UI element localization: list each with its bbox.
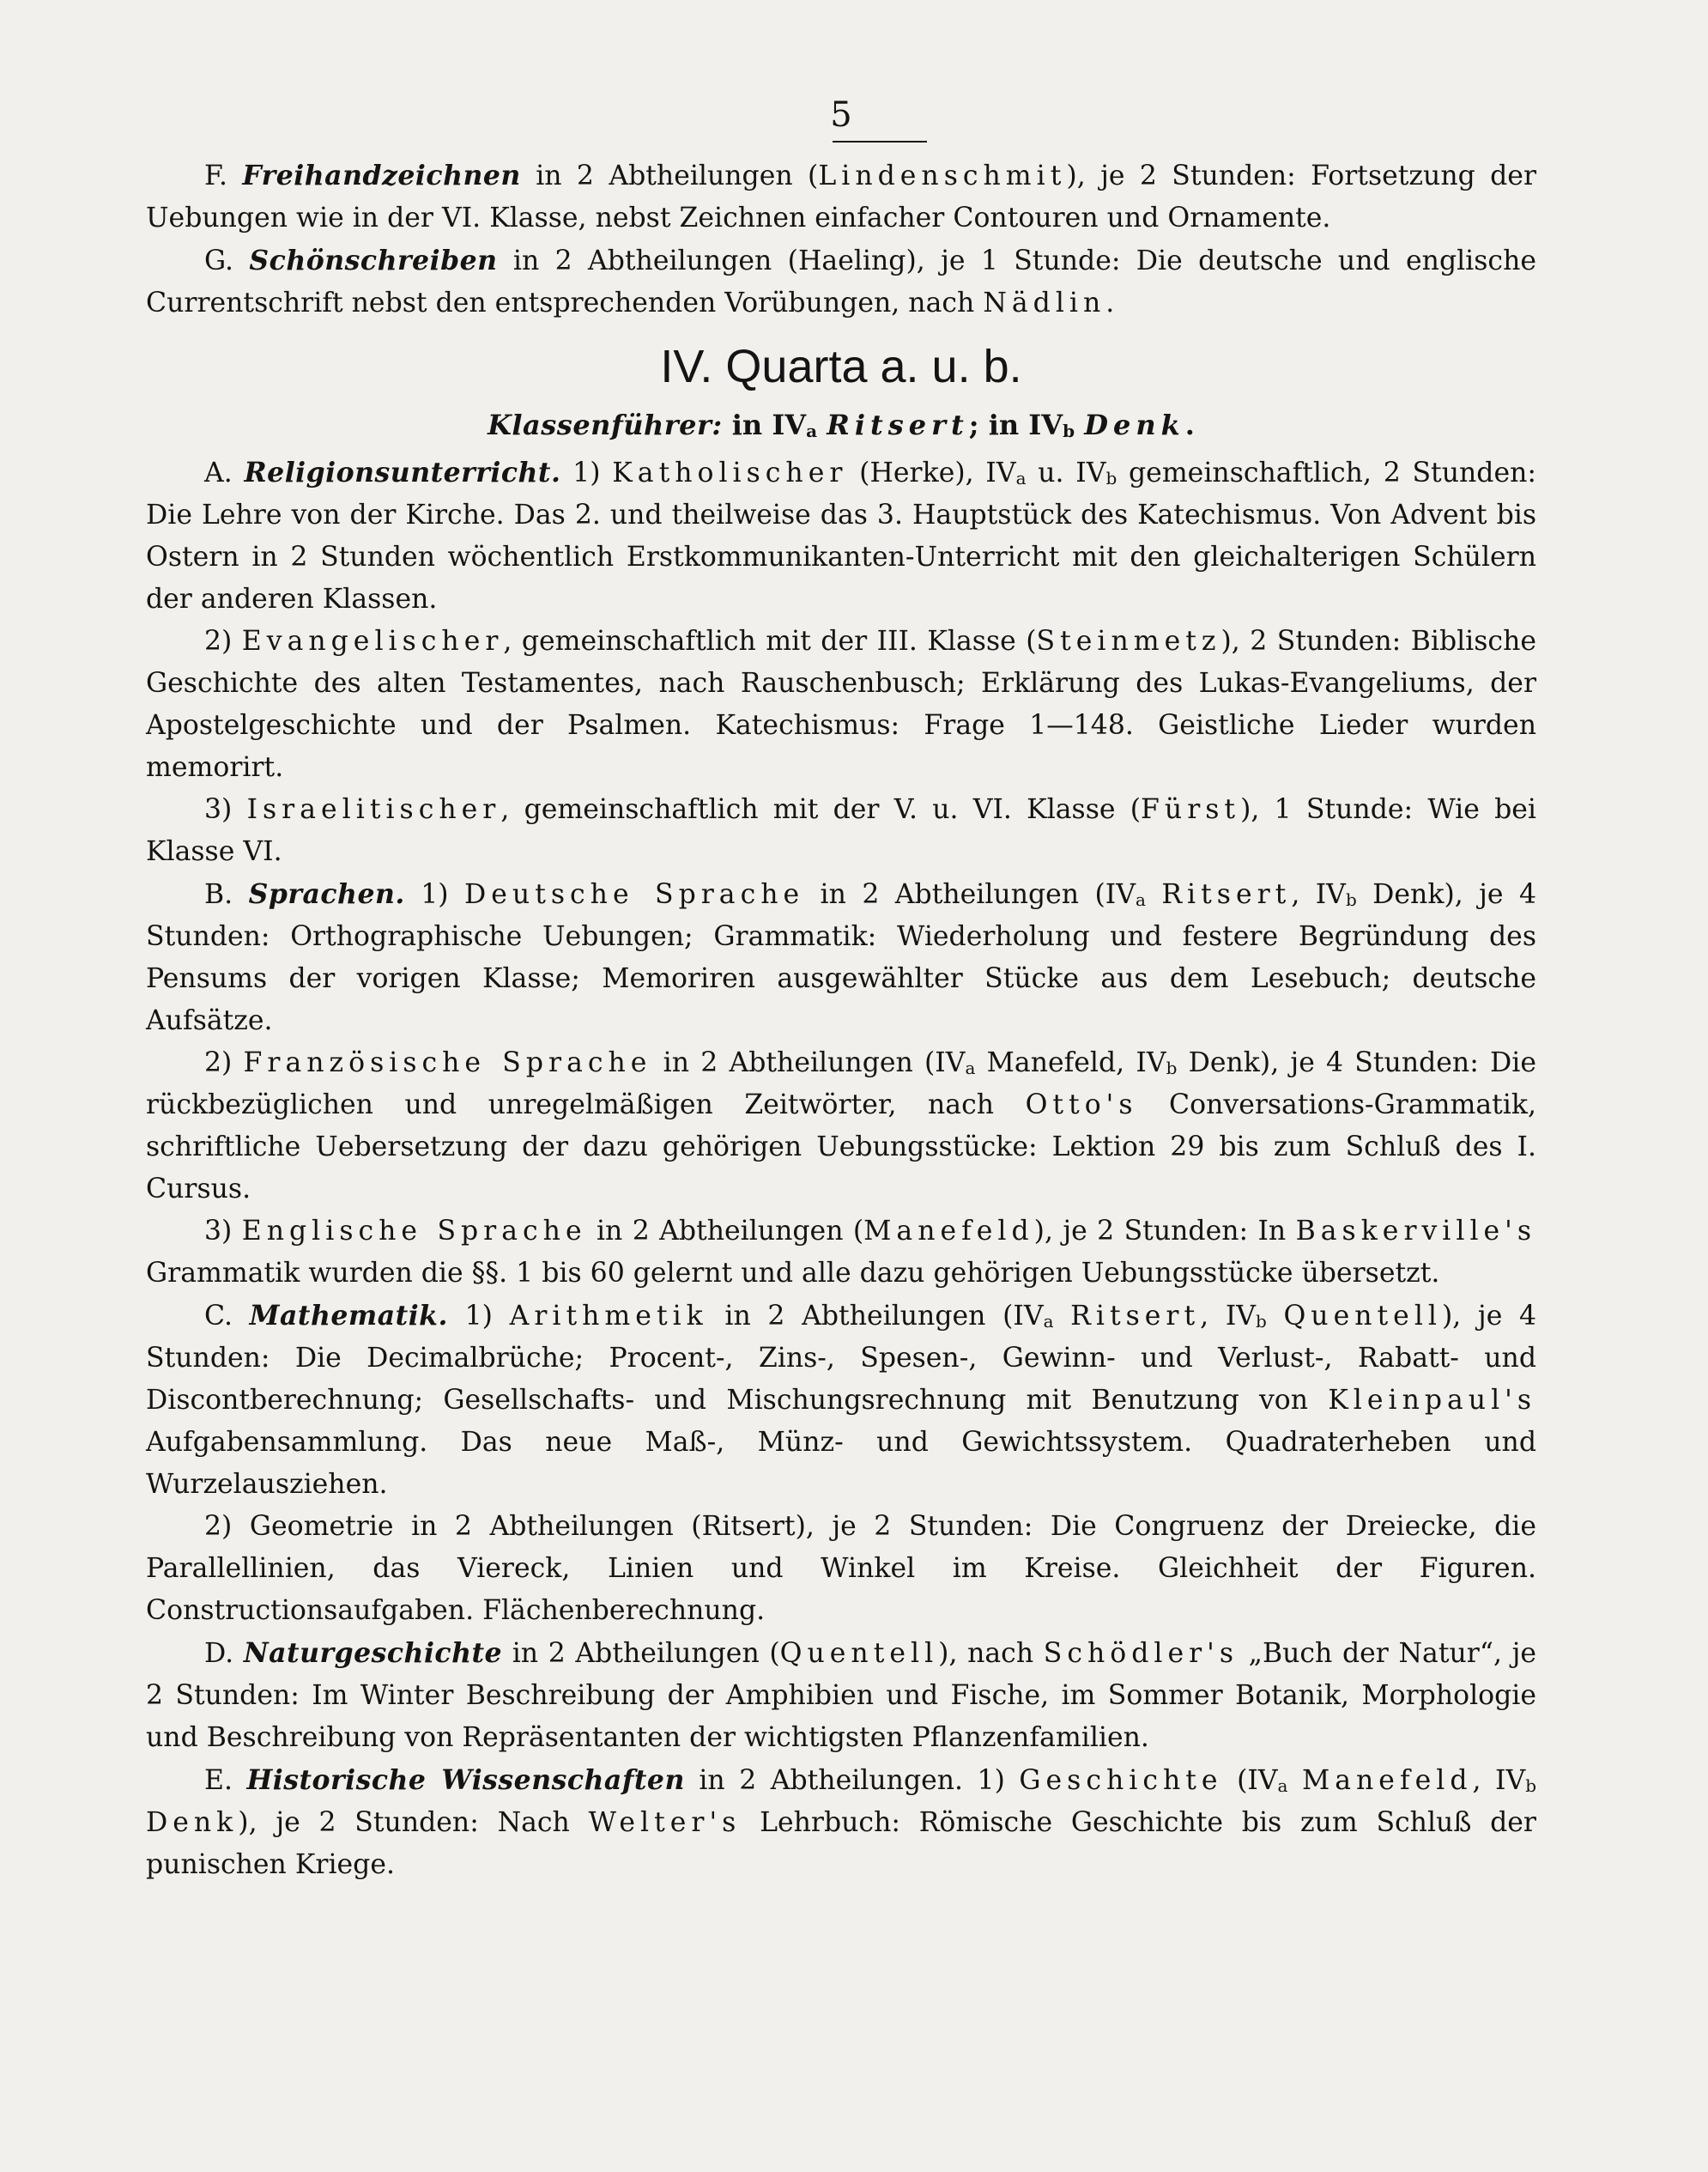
subject-heading: Mathematik.	[249, 1300, 448, 1332]
header-rule	[833, 141, 927, 143]
section-letter: D.	[204, 1638, 234, 1669]
section-letter: B.	[204, 879, 233, 910]
subject-heading: Historische Wissenschaften	[246, 1764, 685, 1796]
paragraph-b-sprachen-1: B. Sprachen. 1) Deutsche Sprache in 2 Abtheilungen ($IV_a$ Ritsert, $IV_b$ Denk), je 4 Stunden: Orthographische Uebungen; Grammatik: Wiederholung und festere Begründung des Pensums der vorigen Klasse; Memoriren ausgewählter Stücke aus dem Lesebuch; deutsche Aufsätze.	[146, 878, 1537, 1036]
author-name: Nädlin	[983, 288, 1106, 319]
author-name: Welter's	[588, 1807, 742, 1838]
paragraph-a-religion-2: 2) Evangelischer, gemeinschaftlich mit der III. Klasse (Steinmetz), 2 Stunden: Biblische Geschichte des alten Testamentes, nach Rauschenbusch; Erklärung des Lukas-Evangeliums, der Apostelgeschichte und der Psalmen. Katechismus: Frage 1—148. Geistliche Lieder wurden memorirt.	[146, 626, 1537, 783]
paragraph-f-freihandzeichnen: F. Freihandzeichnen in 2 Abtheilungen (Lindenschmit), je 2 Stunden: Fortsetzung der Uebungen wie in der VI. Klasse, nebst Zeichnen einfacher Contouren und Ornamente.	[146, 160, 1537, 234]
teacher-name: Denk	[1188, 1047, 1260, 1078]
author-name: Kleinpaul's	[1328, 1385, 1536, 1416]
author-name: Baskerville's	[1295, 1216, 1536, 1247]
teacher-name: Ritsert	[1161, 879, 1292, 910]
teacher-name: Fürst	[1141, 794, 1241, 825]
section-title: IV. Quarta a. u. b.	[660, 341, 1022, 392]
section-letter: E.	[204, 1765, 233, 1796]
teacher-name: Ritsert	[827, 409, 969, 441]
teacher-name: Manefeld	[1301, 1765, 1473, 1796]
teacher-name: Manefeld	[986, 1047, 1117, 1078]
teacher-name: Denk	[1084, 409, 1185, 441]
teacher-name: Ritsert	[701, 1511, 796, 1542]
teacher-name: Steinmetz	[1036, 626, 1221, 657]
subject-heading: Freihandzeichnen	[242, 160, 521, 191]
paragraph-b-sprachen-2: 2) Französische Sprache in 2 Abtheilungen ($IV_a$ Manefeld, $IV_b$ Denk), je 4 Stunden: Die rückbezüglichen und unregelmäßigen Zeitwörter, nach Otto's Conversations-Grammatik, schriftliche Uebersetzung der dazu gehörigen Uebungsstücke: Lektion 29 bis zum Schluß des I. Cursus.	[146, 1047, 1537, 1204]
teacher-name: Denk	[1372, 879, 1445, 910]
subject-heading: Sprachen.	[248, 878, 405, 910]
author-name: Otto's	[1025, 1089, 1138, 1120]
subject-heading: Naturgeschichte	[243, 1637, 503, 1669]
teacher-name: Quentell	[1283, 1301, 1442, 1332]
paragraph-b-sprachen-3: 3) Englische Sprache in 2 Abtheilungen (Manefeld), je 2 Stunden: In Baskerville's Grammatik wurden die §§. 1 bis 60 gelernt und alle dazu gehörigen Uebungsstücke übersetzt.	[146, 1216, 1536, 1289]
paragraph-d-naturgeschichte: D. Naturgeschichte in 2 Abtheilungen (Quentell), nach Schödler's „Buch der Natur“, je 2 Stunden: Im Winter Beschreibung der Amphibien und Fische, im Sommer Botanik, Morphologie und Beschreibung von Repräsentanten der wichtigsten Pflanzenfamilien.	[146, 1637, 1537, 1753]
teacher-name: Ritsert	[1070, 1301, 1201, 1332]
section-letter: F.	[204, 161, 227, 191]
paragraph-c-mathematik-1: C. Mathematik. 1) Arithmetik in 2 Abtheilungen ($IV_a$ Ritsert, $IV_b$ Quentell), je 4 Stunden: Die Decimalbrüche; Procent-, Zins-, Spesen-, Gewinn- und Verlust-, Rabatt- und Discontberechnung; Gesellschafts- und Mischungsrechnung mit Benutzung von Kleinpaul's Aufgabensammlung. Das neue Maß-, Münz- und Gewichtssystem. Quadraterheben und Wurzelausziehen.	[146, 1300, 1537, 1500]
page-number: 5	[830, 95, 852, 135]
section-letter: G.	[204, 246, 234, 276]
subject-heading: Religionsunterricht.	[244, 457, 561, 488]
section-letter: A.	[204, 458, 233, 488]
author-name: Rauschenbusch	[740, 668, 956, 699]
subject-heading: Schönschreiben	[249, 245, 498, 276]
teacher-name: Lindenschmit	[818, 161, 1067, 191]
teacher-name: Denk	[146, 1807, 239, 1838]
paragraph-c-mathematik-2: 2) Geometrie in 2 Abtheilungen (Ritsert), je 2 Stunden: Die Congruenz der Dreiecke, die Parallellinien, das Viereck, Linien und Winkel im Kreise. Gleichheit der Figuren. Constructionsaufgaben. Flächenberechnung.	[146, 1511, 1536, 1626]
class-leaders-line: Klassenführer: in $IV_a$ Ritsert; in $IV_b$ Denk.	[488, 409, 1195, 441]
paragraph-g-schoenschreiben: G. Schönschreiben in 2 Abtheilungen (Haeling), je 1 Stunde: Die deutsche und englische Currentschrift nebst den entsprechenden Vorübungen, nach Nädlin.	[146, 245, 1536, 319]
paragraph-a-religion-3: 3) Israelitischer, gemeinschaftlich mit der V. u. VI. Klasse (Fürst), 1 Stunde: Wie bei Klasse VI.	[146, 794, 1537, 867]
teacher-name: Manefeld	[863, 1216, 1034, 1247]
paragraph-e-historische-wissenschaften: E. Historische Wissenschaften in 2 Abtheilungen. 1) Geschichte ($IV_a$ Manefeld, $IV_b$ Denk), je 2 Stunden: Nach Welter's Lehrbuch: Römische Geschichte bis zum Schluß der punischen Kriege.	[146, 1764, 1537, 1880]
author-name: Schödler's	[1043, 1638, 1239, 1669]
teacher-name: Haeling	[797, 246, 906, 276]
section-letter: C.	[204, 1301, 233, 1332]
teacher-name: Quentell	[779, 1638, 939, 1669]
paragraph-a-religion-1: A. Religionsunterricht. 1) Katholischer (Herke), $IV_a$ u. $IV_b$ gemeinschaftlich, 2 Stunden: Die Lehre von der Kirche. Das 2. und theilweise das 3. Hauptstück des Katechismus. Von Advent bis Ostern in 2 Stunden wöchentlich Erstkommunikanten-Unterricht mit den gleichalterigen Schülern der anderen Klassen.	[146, 457, 1536, 615]
